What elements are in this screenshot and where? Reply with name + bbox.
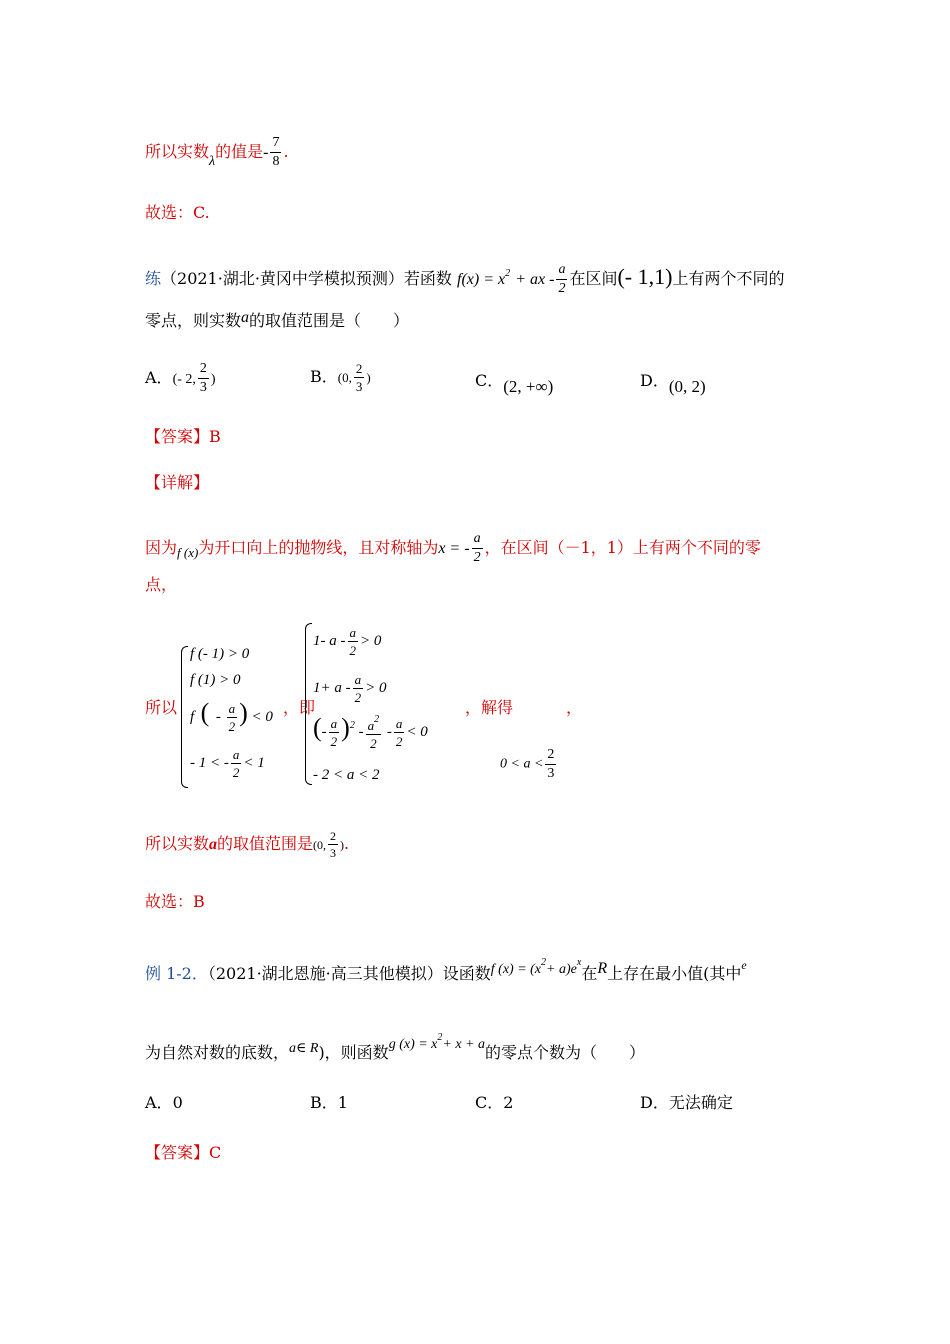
answer-b: 【答案】B <box>145 427 221 446</box>
problem2-question: 为自然对数的底数，a∈ R)，则函数g $(x) = x^2+ x + a$的零点个数为（ ） <box>145 1032 646 1062</box>
system1-brace <box>181 646 188 788</box>
solution-range: 0 < a < $\frac{2}{3}$ <box>500 747 555 781</box>
system2: 1- a - $\frac{a}{2}$ > 0 1+ a - $\frac{a}{2}$ > 0 (- $\frac{a}{2}$ )$^2$ - $\frac{a^2}{2}$ - $\frac{a}{2}$ < 0 - 2 < a < 2 <box>313 625 428 783</box>
comma-text: ， <box>566 698 583 717</box>
system2-brace <box>305 623 312 785</box>
option-a[interactable]: A．(- 2, $\frac{2}{3}$ ) <box>145 361 216 395</box>
fraction-seven-eighths: $\frac{7}{8}$ <box>272 135 280 169</box>
option2-b[interactable]: B．1 <box>310 1093 348 1112</box>
explanation-line2: 点， <box>145 575 178 594</box>
option2-a[interactable]: A．0 <box>145 1093 183 1112</box>
range-conclusion: 所以实数a的取值范围是(0, $\frac{2}{3}$ ). <box>145 829 350 860</box>
option-b[interactable]: B．(0, $\frac{2}{3}$ ) <box>310 361 371 394</box>
choice-c-text: 故选：C. <box>145 203 210 222</box>
select-b: 故选：B <box>145 892 205 911</box>
system1: f (- 1) > 0 f (1) > 0 f ( - $\frac{a}{2}$ ) < 0 - 1 < - $\frac{a}{2}$ < 1 <box>190 646 273 780</box>
option2-c[interactable]: C．2 <box>475 1093 514 1112</box>
jiede-text: ，解得 <box>465 698 514 717</box>
detail-heading: 【详解】 <box>145 473 210 492</box>
lambda-conclusion: 所以实数λ的值是- $\frac{7}{8}$ . <box>145 135 289 169</box>
problem2-statement: 例 1-2．（2021·湖北恩施·高三其他模拟）设函数f $(x) = (x^2+ a)e^x$在R上存在最小值(其中$^e$ <box>145 957 747 983</box>
ji-text: ，即 <box>283 698 316 717</box>
option-c[interactable]: C．(2, +∞) <box>475 371 554 396</box>
problem1-statement: 练（2021·湖北·黄冈中学模拟预测）若函数 $f(x) = x^2$ + ax - $\frac{a}{2}$ 在区间(- 1,1)上有两个不同的 <box>145 262 785 296</box>
option-d[interactable]: D．(0, 2) <box>640 371 706 396</box>
problem1-question: 零点，则实数a的取值范围是（ ） <box>145 309 410 330</box>
answer-c: 【答案】C <box>145 1143 222 1162</box>
fraction-a-over-2: $\frac{a}{2}$ <box>558 262 566 296</box>
so-text: 所以 <box>145 698 178 717</box>
explanation-line1: 因为$_{f (x)}$为开口向上的抛物线，且对称轴为x = - $\frac{a}{2}$ ，在区间（－1，1）上有两个不同的零 <box>145 531 761 565</box>
option2-d[interactable]: D．无法确定 <box>640 1093 733 1112</box>
